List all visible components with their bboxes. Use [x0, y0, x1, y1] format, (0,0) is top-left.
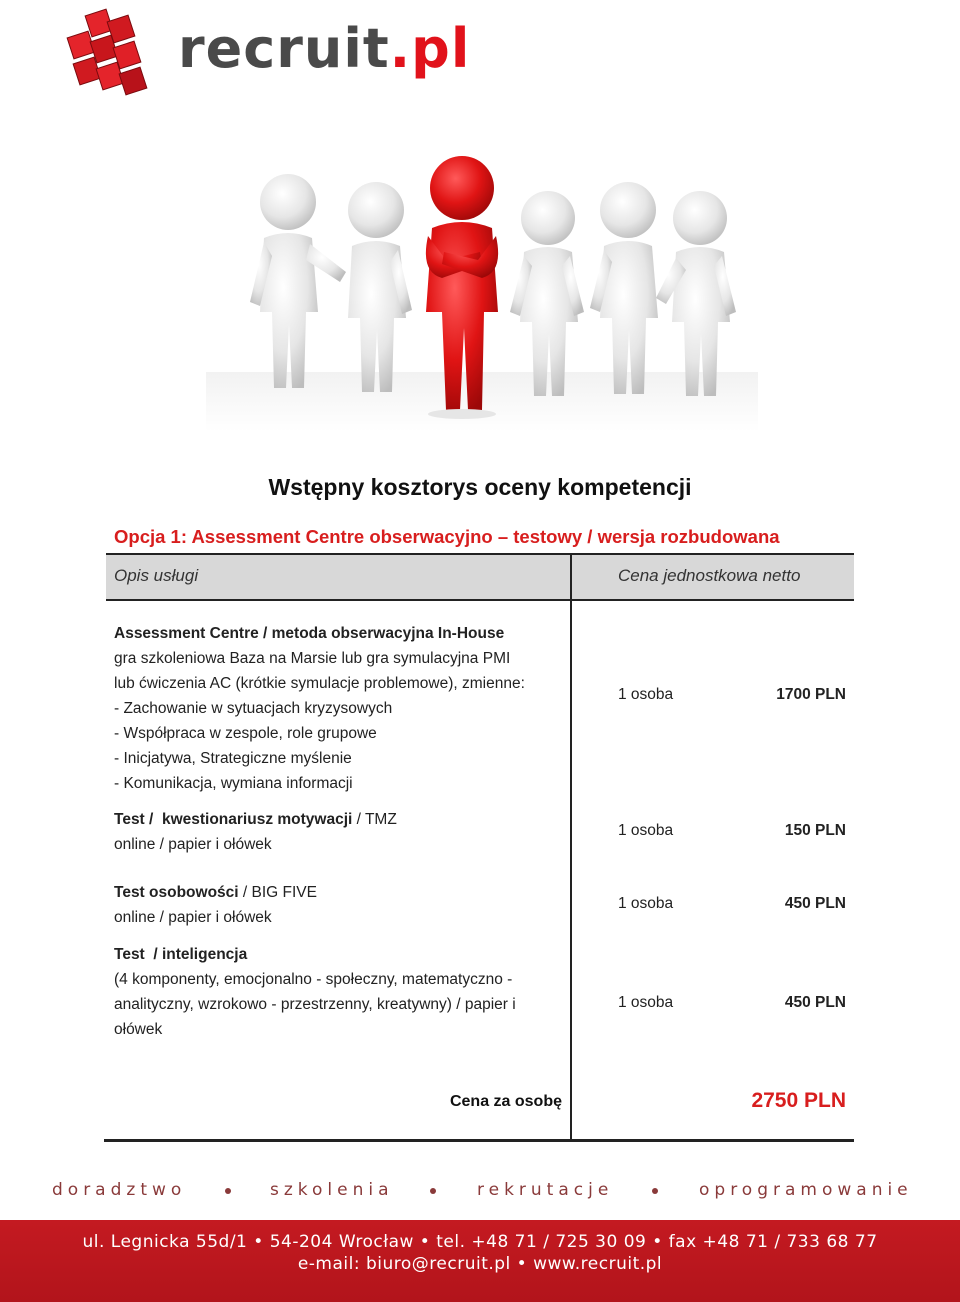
service-line: analityczny, wzrokowo - przestrzenny, kreatywny) / papier i: [114, 996, 516, 1013]
service-line: gra szkoleniowa Baza na Marsie lub gra symulacyjna PMI: [114, 650, 511, 667]
row-price: 450 PLN: [784, 895, 846, 912]
row-price: 450 PLN: [784, 994, 846, 1011]
row-price: 1700 PLN: [776, 686, 846, 703]
service-line: online / papier i ołówek: [114, 909, 272, 926]
row-quantity: 1 osoba: [618, 686, 674, 703]
service-line: - Komunikacja, wymiana informacji: [114, 775, 353, 792]
service-line: ołówek: [114, 1021, 163, 1038]
service-line: online / papier i ołówek: [114, 836, 272, 853]
service-line: - Współpraca w zespole, role grupowe: [114, 725, 377, 742]
service-software: oprogramowanie: [699, 1180, 913, 1200]
service-consulting: doradztwo: [52, 1180, 187, 1200]
service-training: szkolenia: [270, 1180, 394, 1200]
option-title: Opcja 1: Assessment Centre obserwacyjno – testowy / wersja rozbudowana: [114, 526, 780, 547]
bullet-dot: [652, 1188, 658, 1194]
header-unit-price: Cena jednostkowa netto: [618, 566, 801, 585]
footer-contact-band: [0, 1220, 960, 1302]
logo-cube-icon: [64, 8, 156, 100]
document-title: Wstępny kosztorys oceny kompetencji: [268, 474, 692, 500]
team-illustration: [206, 152, 758, 432]
service-line: - Inicjatywa, Strategiczne myślenie: [114, 750, 352, 767]
footer-contact: e-mail: biuro@recruit.pl • www.recruit.pl: [297, 1254, 663, 1274]
total-label: Cena za osobę: [449, 1093, 562, 1110]
footer-address: ul. Legnicka 55d/1 • 54-204 Wrocław • tel. +48 71 / 725 30 09 • fax +48 71 / 733 68 77: [82, 1232, 878, 1252]
logo-wordmark: recruit.pl: [178, 17, 471, 80]
row-quantity: 1 osoba: [618, 895, 674, 912]
service-title: Test / inteligencja: [114, 946, 248, 963]
service-personality-test: [114, 880, 559, 930]
service-variant: / TMZ: [352, 811, 397, 828]
table-bottom-rule: [104, 1139, 854, 1142]
row-quantity: 1 osoba: [618, 994, 674, 1011]
service-variant: / BIG FIVE: [238, 884, 317, 901]
total-value: 2750 PLN: [751, 1089, 846, 1112]
service-assessment-centre: [114, 621, 559, 796]
service-motivation-test: [114, 807, 559, 857]
header-service-description: Opis usługi: [114, 566, 199, 585]
column-divider: [570, 555, 572, 1142]
service-recruitment: rekrutacje: [477, 1180, 614, 1200]
bullet-dot: [225, 1188, 231, 1194]
service-title: Assessment Centre / metoda obserwacyjna In-House: [114, 625, 505, 642]
service-title: Test / kwestionariusz motywacji: [114, 811, 353, 828]
row-quantity: 1 osoba: [618, 822, 674, 839]
service-line: - Zachowanie w sytuacjach kryzysowych: [114, 700, 393, 717]
service-line: (4 komponenty, emocjonalno - społeczny, matematyczno -: [114, 971, 513, 988]
table-header: [106, 553, 854, 601]
bullet-dot: [430, 1188, 436, 1194]
service-title: Test osobowości: [114, 884, 239, 901]
service-intelligence-test: [114, 942, 559, 1042]
footer-services: [0, 1180, 960, 1204]
row-price: 150 PLN: [784, 822, 846, 839]
service-line: lub ćwiczenia AC (krótkie symulacje problemowe), zmienne:: [114, 675, 525, 692]
